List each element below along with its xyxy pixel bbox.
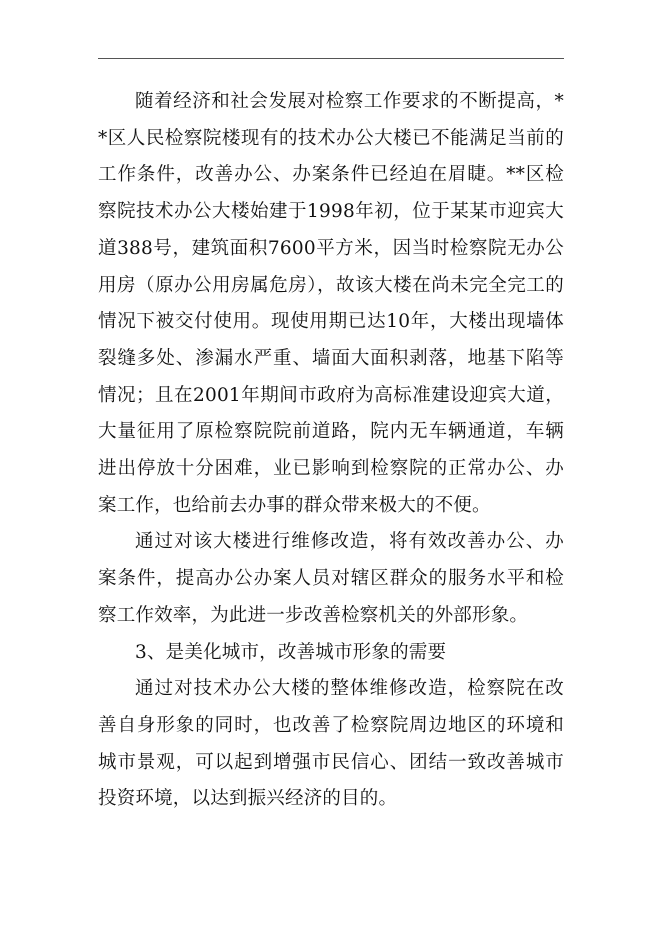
header-rule: [98, 58, 564, 59]
section-heading-city-image: 3、是美化城市，改善城市形象的需要: [135, 641, 447, 663]
paragraph-city-image: 通过对技术办公大楼的整体维修改造，检察院在改善自身形象的同时，也改善了检察院周边地区的环境和城市景观，可以起到增强市民信心、团结一致改善城市投资环境，以达到振兴经济的目的。: [98, 678, 564, 810]
paragraph-building-condition: 随着经济和社会发展对检察工作要求的不断提高，**区人民检察院楼现有的技术办公大楼已不能满足当前的工作条件，改善办公、办案条件已经迫在眉睫。**区检察院技术办公大楼始建于1998年初，位于某某市迎宾大道388号，建筑面积7600平方米，因当时检察院无办公用房（原办公用房属危房），故该大楼在尚未完全完工的情况下被交付使用。现使用期已达10年，大楼出现墙体裂缝多处、渗漏水严重、墙面大面积剥落，地基下陷等情况；且在2001年期间市政府为高标准建设迎宾大道，大量征用了原检察院院前道路，院内无车辆通道，车辆进出停放十分困难，业已影响到检察院的正常办公、办案工作，也给前去办事的群众带来极大的不便。: [98, 91, 564, 516]
document-body: [98, 84, 564, 818]
paragraph-renovation-benefit: 通过对该大楼进行维修改造，将有效改善办公、办案条件，提高办公办案人员对辖区群众的服务水平和检察工作效率，为此进一步改善检察机关的外部形象。: [98, 531, 564, 626]
